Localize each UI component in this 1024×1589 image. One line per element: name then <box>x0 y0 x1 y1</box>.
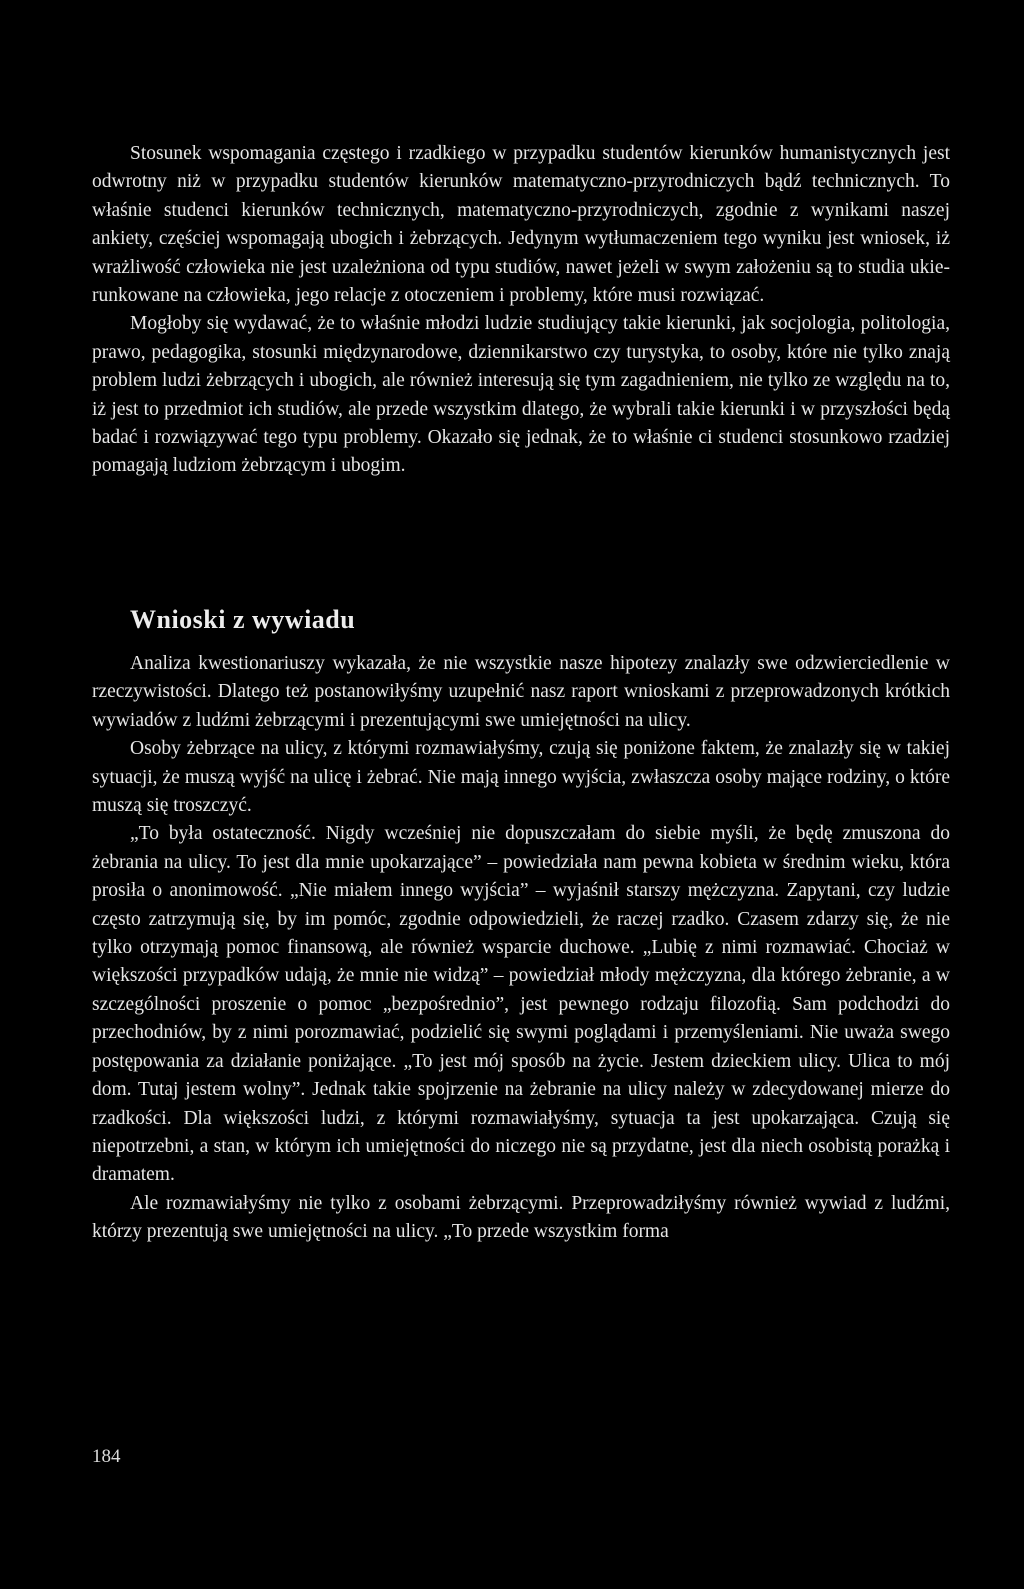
paragraph: „To była ostateczność. Nigdy wcześniej nie dopuszczałam do siebie myśli, że będę zmuszona do żebrania na ulicy. To jest dla mnie upokarzające” – powiedziała nam pewna kobieta w średnim wieku, która prosiła o anonimowość. „Nie miałem innego wyjścia” – wyjaśnił starszy mężczyzna. Zapytani, czy ludzie często zatrzymują się, by im pomóc, zgodnie odpowiedzieli, że raczej rzadko. Czasem zdarzy się, że nie tylko otrzymają pomoc finansową, ale również wsparcie duchowe. „Lubię z nimi rozmawiać. Chociaż w większości przypadków udają, że mnie nie widzą” – powiedział młody mężczyzna, dla którego żebranie, a w szczególności proszenie o pomoc „bezpośrednio”, jest pewnego rodzaju filozofią. Sam podchodzi do przechodniów, by z nimi porozmawiać, podzielić się swymi poglądami i przemyśleniami. Nie uważa swego postępowania za działanie poniżające. „To jest mój sposób na życie. Jestem dzieckiem ulicy. Ulica to mój dom. Tutaj jestem wolny”. Jednak takie spojrzenie na żebranie na ulicy należy w zdecydowanej mierze do rzadkości. Dla większości ludzi, z którymi rozmawiałyśmy, sytuacja ta jest upokarzająca. Czują się niepotrzebni, a stan, w którym ich umiejętności do niczego nie są przydatne, jest dla niech osobistą porażką i dramatem. <box>92 823 950 1186</box>
paragraph: Stosunek wspomagania częstego i rzadkiego w przypadku studentów kierunków humanistycznych jest odwrotny niż w przypadku studentów kierunków matematyczno-przyrodniczych bądź technicznych. To właśnie studenci kierunków technicznych, matematyczno-przyrodniczych, zgodnie z wynikami naszej ankiety, częściej wspomagają ubogich i żebrzących. Jedynym wytłumaczeniem tego wyniku jest wniosek, iż wrażliwość człowieka nie jest uzależniona od typu studiów, nawet jeżeli w swym założeniu są to studia ukierunkowane na człowieka, jego relacje z otoczeniem i problemy, które musi rozwiązać. <box>92 143 950 307</box>
body-text-section-2 <box>92 650 950 1247</box>
page-number: 184 <box>92 1446 121 1467</box>
body-text-section-1 <box>92 140 950 481</box>
paragraph: Mogłoby się wydawać, że to właśnie młodzi ludzie studiujący takie kierunki, jak socjologia, politologia, prawo, pedagogika, stosunki międzynarodowe, dziennikarstwo czy turystyka, to osoby, które nie tylko znają problem ludzi żebrzących i ubogich, ale również interesują się tym zagadnieniem, nie tylko ze względu na to, iż jest to przedmiot ich studiów, ale przede wszystkim dlatego, że wybrali takie kierunki i w przyszłości będą badać i rozwiązywać tego typu problemy. Okazało się jednak, że to właśnie ci studenci stosunkowo rzadziej pomagają ludziom żebrzącym i ubogim. <box>92 313 950 477</box>
paragraph: Analiza kwestionariuszy wykazała, że nie wszystkie nasze hipotezy znalazły swe odzwierciedlenie w rzeczywistości. Dlatego też postanowiłyśmy uzupełnić nasz raport wnioskami z przeprowadzonych krótkich wywiadów z ludźmi żebrzącymi i prezentującymi swe umiejętności na ulicy. <box>92 653 950 731</box>
section-heading: Wnioski z wywiadu <box>130 605 356 634</box>
paragraph: Osoby żebrzące na ulicy, z którymi rozmawiałyśmy, czują się poniżone faktem, że znalazły się w takiej sytuacji, że muszą wyjść na ulicę i żebrać. Nie mają innego wyjścia, zwłaszcza osoby mające rodziny, o które muszą się troszczyć. <box>92 738 950 817</box>
paragraph: Ale rozmawiałyśmy nie tylko z osobami żebrzącymi. Przeprowadziłyśmy również wywiad z ludźmi, którzy prezentują swe umiejętności na ulicy. „To przede wszystkim forma <box>92 1192 950 1243</box>
